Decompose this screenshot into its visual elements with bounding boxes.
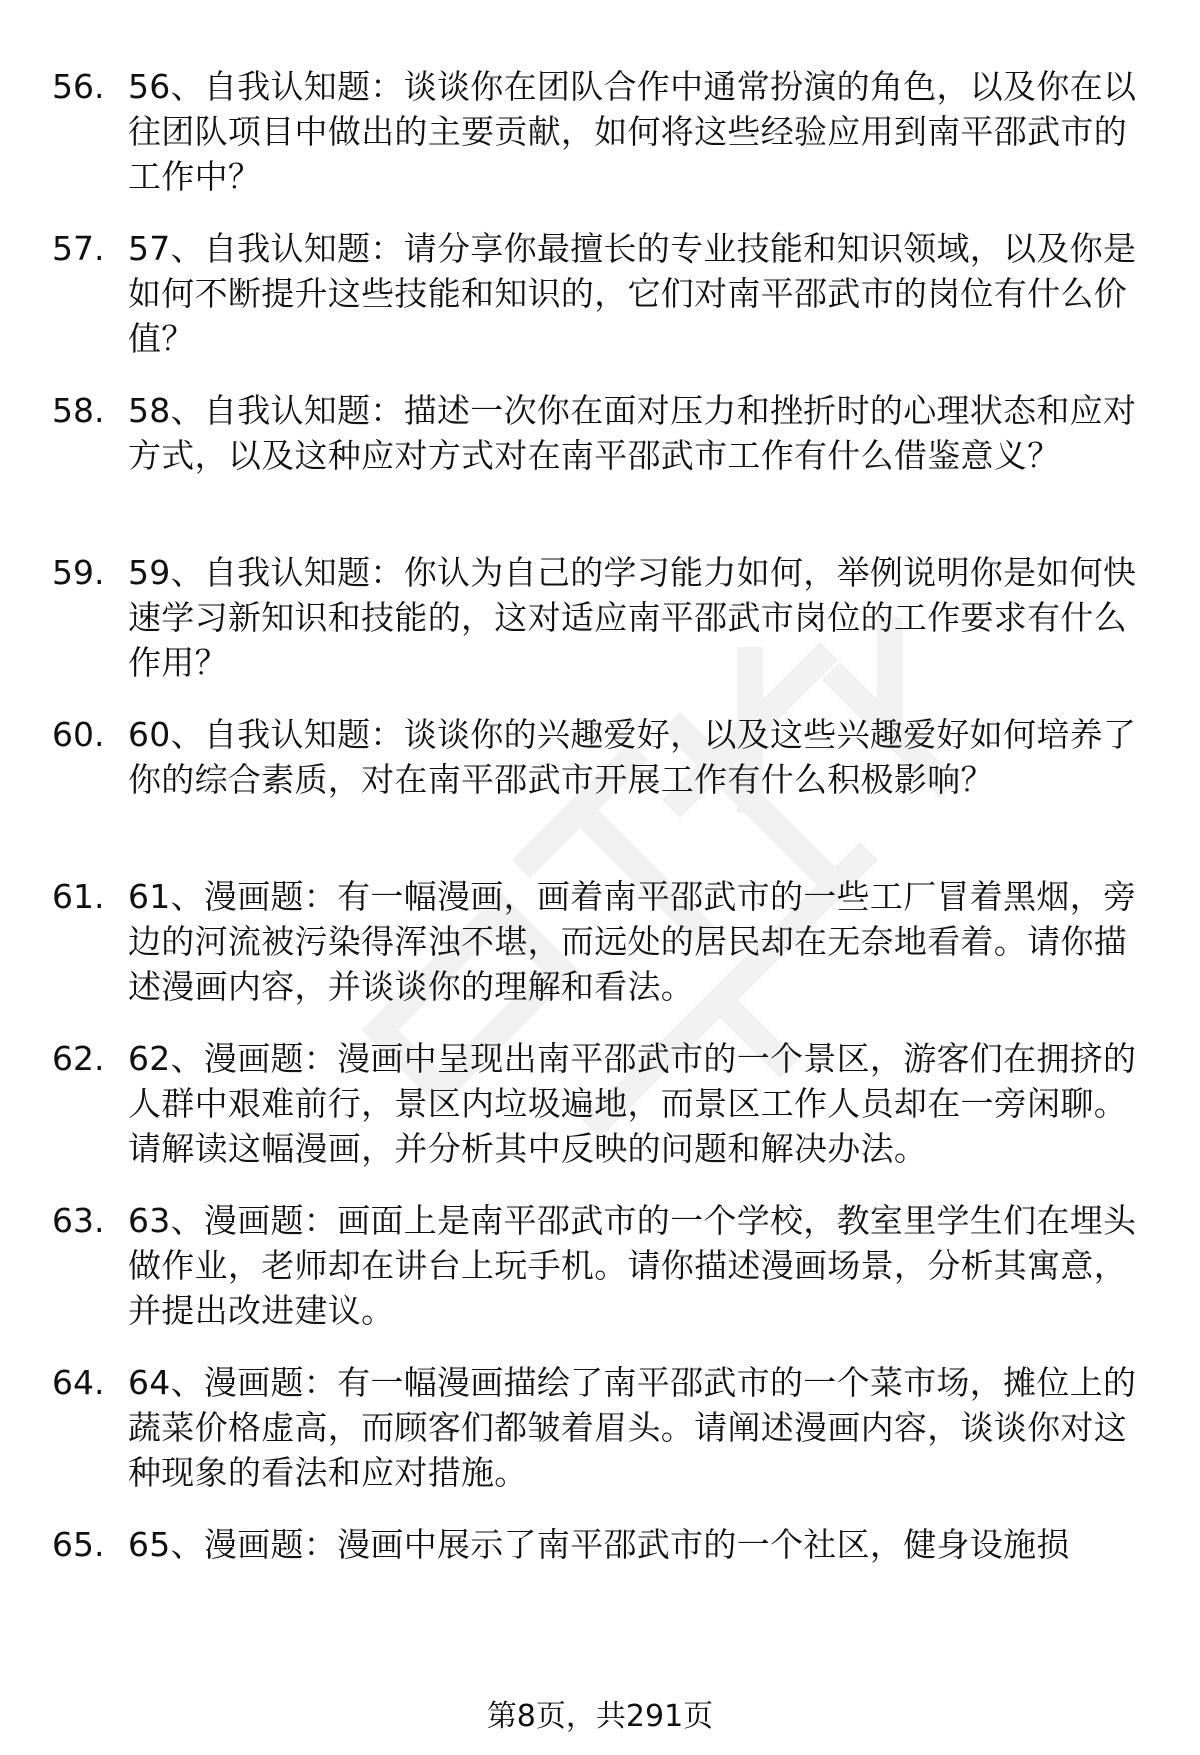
question-number: 60. (52, 715, 105, 754)
question-item (0, 1522, 1200, 1684)
question-text: 60、自我认知题：谈谈你的兴趣爱好，以及这些兴趣爱好如何培养了你的综合素质，对在南平邵武市开展工作有什么积极影响？ (128, 715, 1137, 799)
question-text: 63、漫画题：画面上是南平邵武市的一个学校，教室里学生们在埋头做作业，老师却在讲台上玩手机。请你描述漫画场景，分析其寓意，并提出改进建议。 (128, 1201, 1137, 1330)
question-number: 62. (52, 1039, 105, 1078)
question-number: 59. (52, 553, 105, 592)
question-number: 57. (52, 229, 105, 268)
question-text: 56、自我认知题：谈谈你在团队合作中通常扮演的角色，以及你在以往团队项目中做出的主要贡献，如何将这些经验应用到南平邵武市的工作中？ (128, 67, 1137, 196)
question-item (0, 1360, 1200, 1522)
page-footer: 第8页，共291页 (486, 1699, 714, 1734)
question-item (0, 64, 1200, 226)
question-item (0, 388, 1200, 550)
question-item (0, 1036, 1200, 1198)
question-item (0, 874, 1200, 1036)
question-text: 58、自我认知题：描述一次你在面对压力和挫折时的心理状态和应对方式，以及这种应对方式对在南平邵武市工作有什么借鉴意义？ (128, 391, 1137, 475)
question-text: 59、自我认知题：你认为自己的学习能力如何，举例说明你是如何快速学习新知识和技能的，这对适应南平邵武市岗位的工作要求有什么作用？ (128, 553, 1137, 682)
question-item (0, 226, 1200, 388)
question-item (0, 550, 1200, 712)
question-text: 65、漫画题：漫画中展示了南平邵武市的一个社区，健身设施损 (128, 1525, 1070, 1564)
question-text: 61、漫画题：有一幅漫画，画着南平邵武市的一些工厂冒着黑烟，旁边的河流被污染得浑浊不堪，而远处的居民却在无奈地看着。请你描述漫画内容，并谈谈你的理解和看法。 (128, 877, 1137, 1006)
question-text: 62、漫画题：漫画中呈现出南平邵武市的一个景区，游客们在拥挤的人群中艰难前行，景区内垃圾遍地，而景区工作人员却在一旁闲聊。请解读这幅漫画，并分析其中反映的问题和解决办法。 (128, 1039, 1137, 1168)
question-item (0, 712, 1200, 874)
question-item (0, 1198, 1200, 1360)
question-list (0, 64, 1200, 1684)
question-text: 64、漫画题：有一幅漫画描绘了南平邵武市的一个菜市场，摊位上的蔬菜价格虚高，而顾客们都皱着眉头。请阐述漫画内容，谈谈你对这种现象的看法和应对措施。 (128, 1363, 1137, 1492)
question-number: 64. (52, 1363, 105, 1402)
question-number: 63. (52, 1201, 105, 1240)
question-number: 58. (52, 391, 105, 430)
question-text: 57、自我认知题：请分享你最擅长的专业技能和知识领域，以及你是如何不断提升这些技能和知识的，它们对南平邵武市的岗位有什么价值？ (128, 229, 1137, 358)
question-number: 65. (52, 1525, 105, 1564)
question-number: 61. (52, 877, 105, 916)
question-number: 56. (52, 67, 105, 106)
